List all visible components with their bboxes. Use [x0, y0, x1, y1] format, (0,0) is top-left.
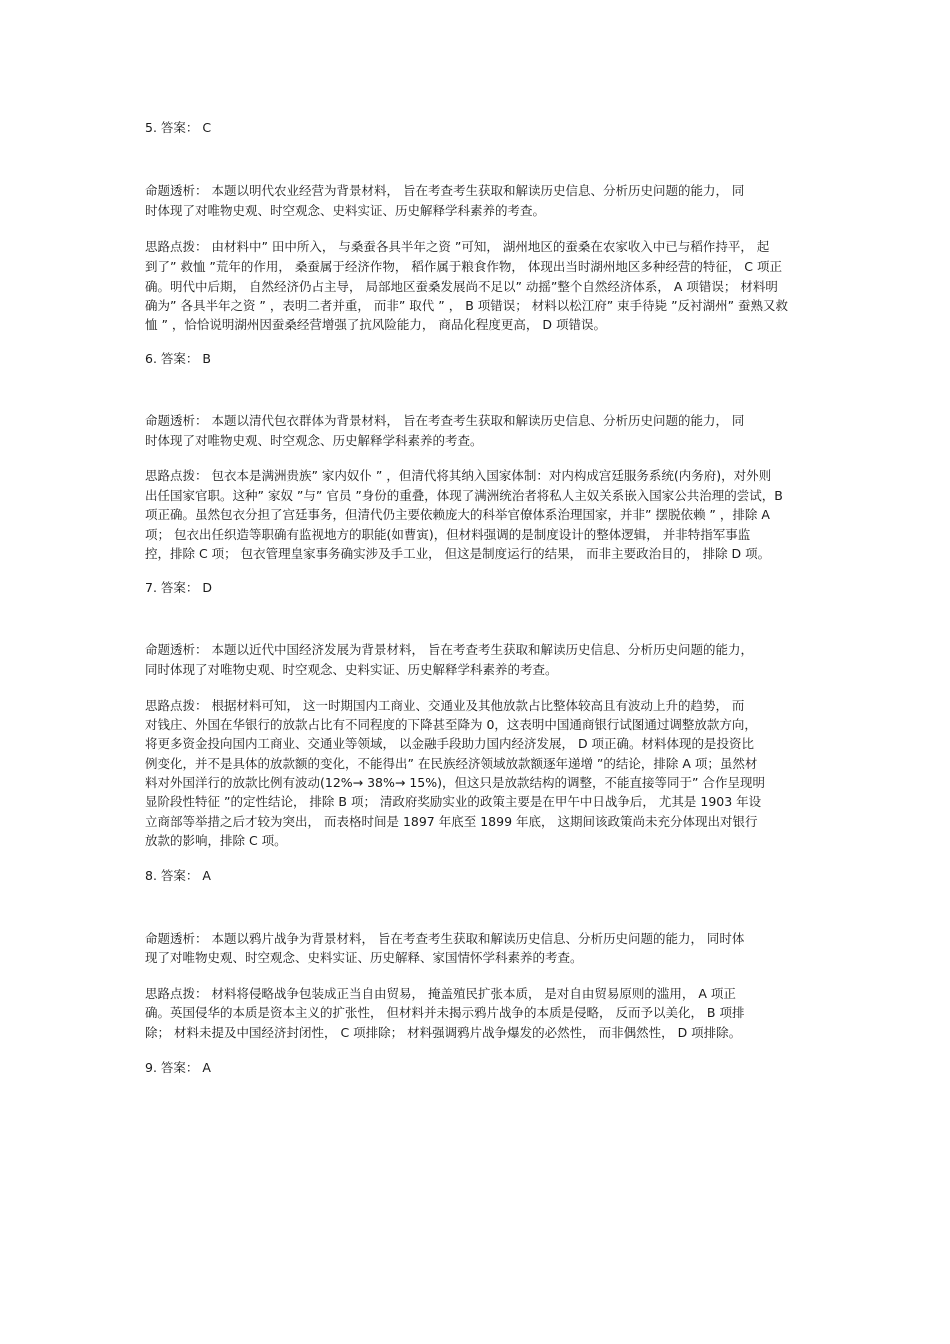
reasoning-q5-line4: 确为” 各具半年之资 ” ，表明二者并重， 而非” 取代 ” ， B 项错误； 材料以松江府” 束手待毙 ”反衬湖州” 蚕熟又救: [145, 298, 789, 313]
reasoning-q8-line2: 确。英国侵华的本质是资本主义的扩张性， 但材料并未揭示鸦片战争的本质是侵略， 反而予以美化， B 项排: [145, 1005, 745, 1020]
analysis-q6-line2: 时体现了对唯物史观、时空观念、历史解释学科素养的考查。: [145, 433, 483, 448]
reasoning-q5-line5: 恤 ” ，恰恰说明湖州因蚕桑经营增强了抗风险能力， 商品化程度更高， D 项错误。: [145, 317, 606, 332]
analysis-q6-line1: 命题透析： 本题以清代包衣群体为背景材料， 旨在考查考生获取和解读历史信息、分析历史问题的能力， 同: [145, 413, 745, 428]
analysis-q8-line2: 现了对唯物史观、时空观念、史料实证、历史解释、家国情怀学科素养的考查。: [145, 950, 583, 965]
reasoning-q7-line1: 思路点拨： 根据材料可知， 这一时期国内工商业、交通业及其他放款占比整体较高且有波动上升的趋势， 而: [145, 698, 745, 713]
reasoning-q7-line5: 料对外国洋行的放款比例有波动(12%→ 38%→ 15%)，但这只是放款结构的调整，不能直接等同于” 合作呈现明: [145, 775, 765, 790]
analysis-q5-line1: 命题透析： 本题以明代农业经营为背景材料， 旨在考查考生获取和解读历史信息、分析历史问题的能力， 同: [145, 183, 745, 198]
reasoning-q6-line1: 思路点拨： 包衣本是满洲贵族” 家内奴仆 ” ，但清代将其纳入国家体制：对内构成宫廷服务系统(内务府)，对外则: [145, 468, 772, 483]
answer-q5: 5. 答案： C: [145, 120, 212, 135]
reasoning-q7-line6: 显阶段性特征 ”的定性结论， 排除 B 项； 清政府奖励实业的政策主要是在甲午中日战争后， 尤其是 1903 年设: [145, 794, 762, 809]
analysis-q7-line1: 命题透析： 本题以近代中国经济发展为背景材料， 旨在考查考生获取和解读历史信息、分析历史问题的能力，: [145, 642, 753, 657]
reasoning-q7-line2: 对钱庄、外国在华银行的放款占比有不同程度的下降甚至降为 0，这表明中国通商银行试图通过调整放款方向，: [145, 717, 757, 732]
reasoning-q6-line5: 控，排除 C 项； 包衣管理皇家事务确实涉及手工业， 但这是制度运行的结果， 而非主要政治目的， 排除 D 项。: [145, 546, 771, 561]
reasoning-q6-line4: 项； 包衣出任织造等职确有监视地方的职能(如曹寅)，但材料强调的是制度设计的整体逻辑， 并非特指军事监: [145, 527, 751, 542]
analysis-q8-line1: 命题透析： 本题以鸦片战争为背景材料， 旨在考查考生获取和解读历史信息、分析历史问题的能力， 同时体: [145, 931, 745, 946]
answer-q8: 8. 答案： A: [145, 868, 211, 883]
reasoning-q5-line3: 确。明代中后期， 自然经济仍占主导， 局部地区蚕桑发展尚不足以” 动摇”整个自然经济体系， A 项错误； 材料明: [145, 279, 778, 294]
reasoning-q5-line2: 到了” 救恤 ”荒年的作用， 桑蚕属于经济作物， 稻作属于粮食作物， 体现出当时湖州地区多种经营的特征， C 项正: [145, 259, 782, 274]
reasoning-q7-line7: 立商部等举措之后才较为突出， 而表格时间是 1897 年底至 1899 年底， 这期间该政策尚未充分体现出对银行: [145, 814, 758, 829]
reasoning-q8-line1: 思路点拨： 材料将侵略战争包装成正当自由贸易， 掩盖殖民扩张本质， 是对自由贸易原则的滥用， A 项正: [145, 986, 736, 1001]
answer-q9: 9. 答案： A: [145, 1060, 211, 1075]
reasoning-q6-line3: 项正确。虽然包衣分担了宫廷事务，但清代仍主要依赖庞大的科举官僚体系治理国家，并非” 摆脱依赖 ” ，排除 A: [145, 507, 770, 522]
reasoning-q6-line2: 出任国家官职。这种” 家奴 ”与” 官员 ”身份的重叠，体现了满洲统治者将私人主奴关系嵌入国家公共治理的尝试，B: [145, 488, 783, 503]
reasoning-q8-line3: 除； 材料未提及中国经济封闭性， C 项排除； 材料强调鸦片战争爆发的必然性， 而非偶然性， D 项排除。: [145, 1025, 742, 1040]
reasoning-q7-line4: 例变化，并不是具体的放款额的变化，不能得出” 在民族经济领域放款额逐年递增 ”的结论，排除 A 项；虽然材: [145, 756, 758, 771]
answer-q6: 6. 答案： B: [145, 351, 211, 366]
reasoning-q5-line1: 思路点拨： 由材料中” 田中所入， 与桑蚕各具半年之资 ”可知， 湖州地区的蚕桑在农家收入中已与稻作持平， 起: [145, 239, 770, 254]
analysis-q7-line2: 同时体现了对唯物史观、时空观念、史料实证、历史解释学科素养的考查。: [145, 662, 558, 677]
reasoning-q7-line8: 放款的影响，排除 C 项。: [145, 833, 287, 848]
analysis-q5-line2: 时体现了对唯物史观、时空观念、史料实证、历史解释学科素养的考查。: [145, 203, 546, 218]
reasoning-q7-line3: 将更多资金投向国内工商业、交通业等领域， 以金融手段助力国内经济发展， D 项正确。材料体现的是投资比: [145, 736, 755, 751]
answer-q7: 7. 答案： D: [145, 580, 212, 595]
